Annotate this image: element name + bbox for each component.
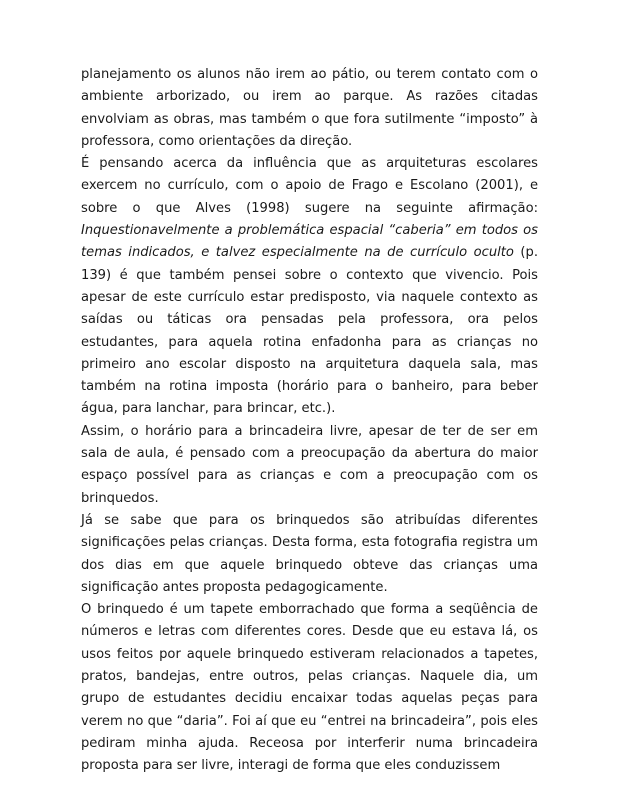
paragraph-1-text: planejamento os alunos não irem ao pátio, ou terem contato com o ambiente arborizado, ou irem ao parque. As razões citadas envolviam as obras, mas também o que fora sutilmente “imposto” à professora, como orientações da direção. <box>81 67 538 149</box>
paragraph-1 <box>81 64 538 153</box>
paragraph-3 <box>81 421 538 510</box>
body-text <box>81 64 538 778</box>
paragraph-3-text: Assim, o horário para a brincadeira livre, apesar de ter de ser em sala de aula, é pensado com a preocupação da abertura do maior espaço possível para as crianças e com a preocupação com os brinquedos. <box>81 423 538 506</box>
paragraph-5-text: O brinquedo é um tapete emborrachado que forma a seqüência de números e letras com diferentes cores. Desde que eu estava lá, os usos feitos por aquele brinquedo estiveram relacionados a tapetes, pratos, bandejas, entre outros, pelas crianças. Naquele dia, um grupo de estudantes decidiu encaixar todas aquelas peças para verem no que “daria”. Foi aí que eu “entrei na brincadeira”, pois eles pediram minha ajuda. Receosa por interferir numa brincadeira proposta para ser livre, interagi de forma que eles conduzissem <box>81 602 538 774</box>
paragraph-2 <box>81 153 538 421</box>
paragraph-2-text-end: (p. 139) é que também pensei sobre o contexto que vivencio. Pois apesar de este currículo estar predisposto, via naquele contexto as saídas ou táticas ora pensadas pela professora, ora pelos estudantes, para aquela rotina enfadonha para as crianças no primeiro ano escolar disposto na arquitetura daquela sala, mas também na rotina imposta (horário para o banheiro, para beber água, para lanchar, para brincar, etc.). <box>81 245 538 417</box>
paragraph-4 <box>81 510 538 599</box>
paragraph-2-quote: Inquestionavelmente a problemática espacial “caberia” em todos os temas indicados, e talvez especialmente na de currículo oculto <box>81 223 538 261</box>
paragraph-2-text-start: É pensando acerca da influência que as arquiteturas escolares exercem no currículo, com o apoio de Frago e Escolano (2001), e sobre o que Alves (1998) sugere na seguinte afirmação: <box>81 156 538 216</box>
paragraph-5 <box>81 599 538 777</box>
paragraph-4-text: Já se sabe que para os brinquedos são atribuídas diferentes significações pelas crianças. Desta forma, esta fotografia registra um dos dias em que aquele brinquedo obteve das crianças uma significação antes proposta pedagogicamente. <box>81 512 538 595</box>
